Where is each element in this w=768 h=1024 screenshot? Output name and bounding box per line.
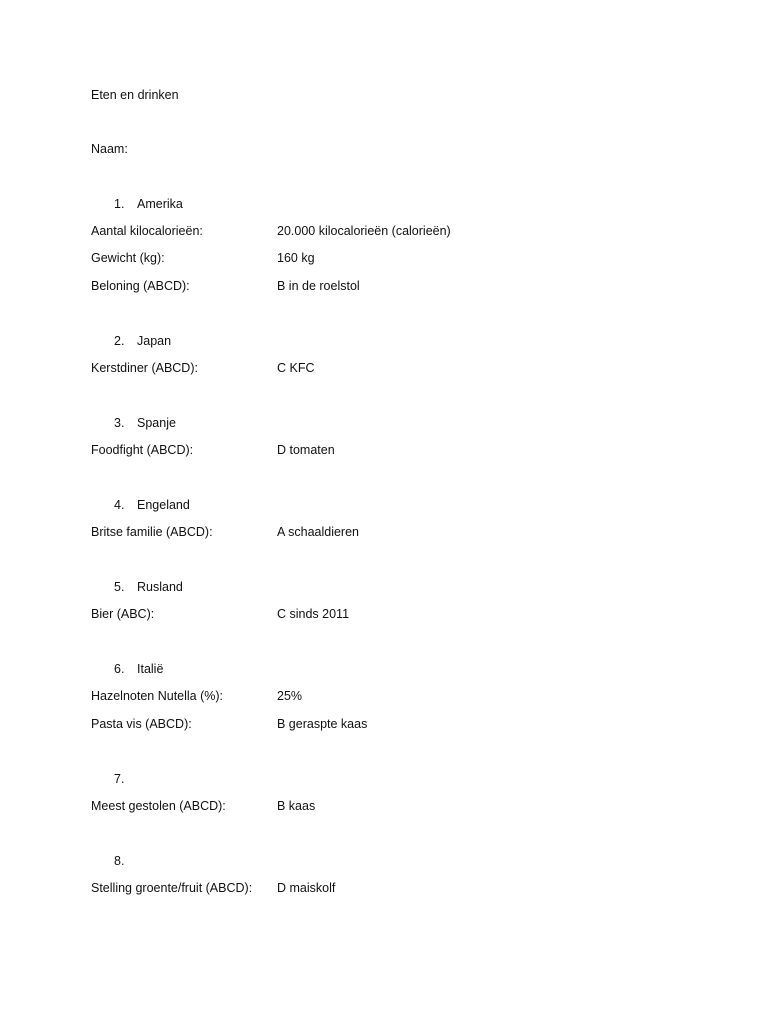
answer-value: C KFC (277, 361, 315, 375)
section-number: 7. (114, 772, 125, 786)
section-number: 6. (114, 662, 125, 676)
answer-value: D maiskolf (277, 881, 336, 895)
section-heading-4 (114, 497, 190, 513)
section-title: Spanje (137, 416, 176, 430)
section-number: 3. (114, 416, 125, 430)
question-label: Gewicht (kg): (91, 251, 165, 265)
question-label: Pasta vis (ABCD): (91, 717, 192, 731)
name-label: Naam: (91, 142, 128, 156)
section-number: 8. (114, 854, 125, 868)
answer-value: B geraspte kaas (277, 717, 368, 731)
section-number: 4. (114, 498, 125, 512)
section-heading-7 (114, 771, 137, 787)
section-heading-6 (114, 661, 163, 677)
section-number: 5. (114, 580, 125, 594)
section-heading-2 (114, 333, 171, 349)
question-label: Stelling groente/fruit (ABCD): (91, 881, 253, 895)
section-title: Japan (137, 334, 172, 348)
document-title: Eten en drinken (91, 88, 179, 102)
section-heading-5 (114, 579, 183, 595)
answer-value: B kaas (277, 799, 316, 813)
section-heading-8 (114, 853, 137, 869)
question-label: Beloning (ABCD): (91, 279, 190, 293)
section-number: 1. (114, 197, 125, 211)
question-label: Hazelnoten Nutella (%): (91, 689, 224, 703)
answer-value: 160 kg (277, 251, 315, 265)
answer-value: C sinds 2011 (277, 607, 350, 621)
answer-value: 20.000 kilocalorieën (calorieën) (277, 224, 451, 238)
answer-value: 25% (277, 689, 303, 703)
section-number: 2. (114, 334, 125, 348)
section-heading-3 (114, 415, 176, 431)
question-label: Bier (ABC): (91, 607, 155, 621)
section-title: Engeland (137, 498, 190, 512)
question-label: Kerstdiner (ABCD): (91, 361, 198, 375)
question-label: Britse familie (ABCD): (91, 525, 213, 539)
answer-value: A schaaldieren (277, 525, 360, 539)
section-title: Rusland (137, 580, 183, 594)
question-label: Meest gestolen (ABCD): (91, 799, 226, 813)
section-heading-1 (114, 196, 183, 212)
question-label: Aantal kilocalorieën: (91, 224, 203, 238)
section-title: Amerika (137, 197, 183, 211)
question-label: Foodfight (ABCD): (91, 443, 194, 457)
section-title: Italië (137, 662, 164, 676)
answer-value: B in de roelstol (277, 279, 360, 293)
answer-value: D tomaten (277, 443, 335, 457)
